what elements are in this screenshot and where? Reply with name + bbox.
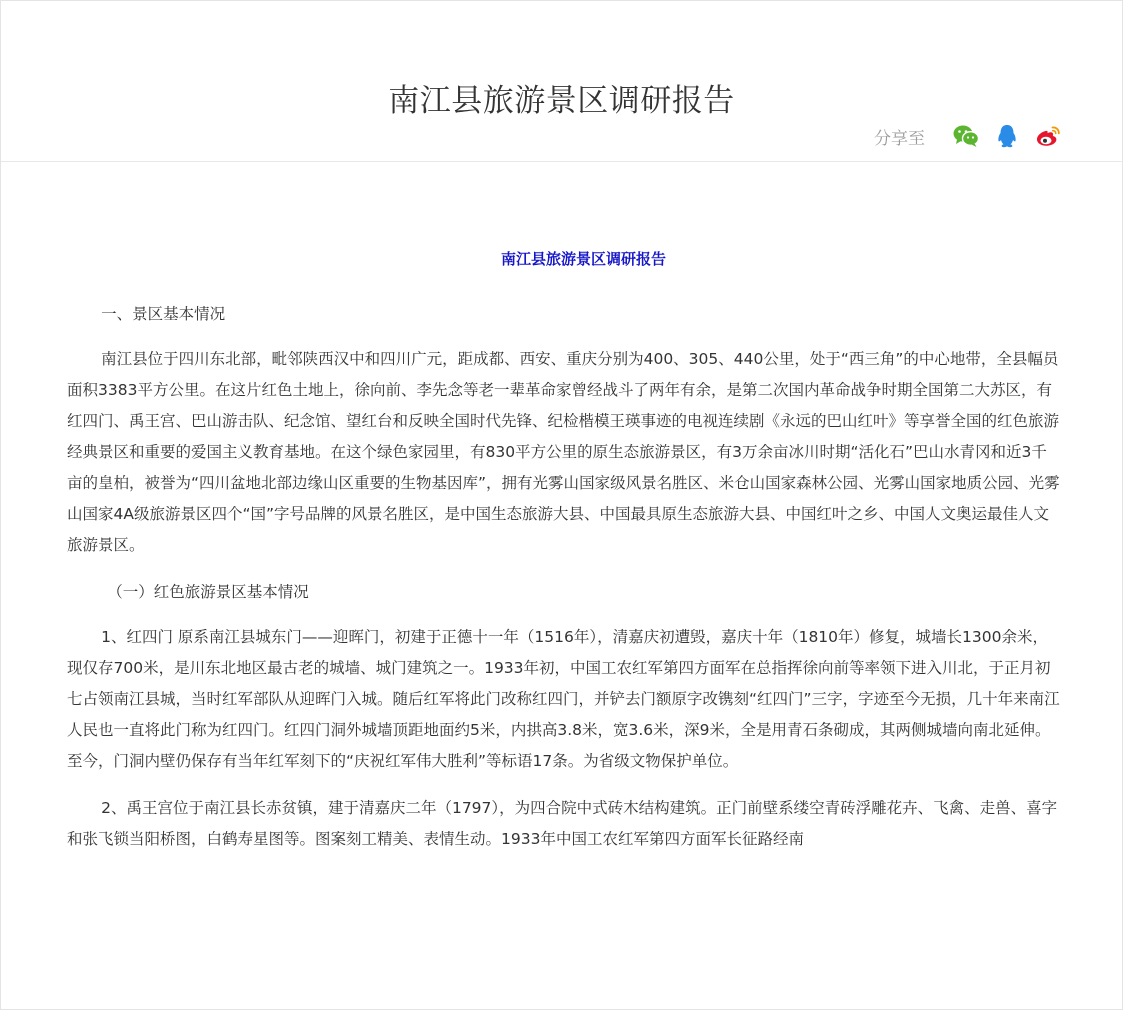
weibo-icon[interactable] [1034, 123, 1062, 149]
paragraph: 南江县位于四川东北部，毗邻陕西汉中和四川广元，距成都、西安、重庆分别为400、305、440公里，处于“西三角”的中心地带，全县幅员面积3383平方公里。在这片红色土地上，徐向前、李先念等老一辈革命家曾经战斗了两年有余，是第二次国内革命战争时期全国第二大苏区，有红四门、禹王宫、巴山游击队、纪念馆、望红台和反映全国时代先锋、纪检楷模王瑛事迹的电视连续剧《永远的巴山红叶》等享誉全国的红色旅游经典景区和重要的爱国主义教育基地。在这个绿色家园里，有830平方公里的原生态旅游景区，有3万余亩冰川时期“活化石”巴山水青冈和近3千亩的皇柏，被誉为“四川盆地北部边缘山区重要的生物基因库”，拥有光雾山国家级风景名胜区、米仓山国家森林公园、光雾山国家地质公园、光雾山国家4A级旅游景区四个“国”字号品牌的风景名胜区，是中国生态旅游大县、中国最具原生态旅游大县、中国红叶之乡、中国人文奥运最佳人文旅游景区。 [67, 350, 1060, 554]
share-label: 分享至 [874, 128, 925, 149]
article-title: 南江县旅游景区调研报告 [500, 250, 666, 268]
header [1, 1, 1122, 162]
page-title: 南江县旅游景区调研报告 [388, 82, 735, 119]
paragraph: 1、红四门 原系南江县城东门——迎晖门，初建于正德十一年（1516年），清嘉庆初遭毁，嘉庆十年（1810年）修复，城墙长1300余米，现仅存700米，是川东北地区最古老的城墙、城门建筑之一。1933年初，中国工农红军第四方面军在总指挥徐向前等率领下进入川北，于正月初七占领南江县城，当时红军部队从迎晖门入城。随后红军将此门改称红四门，并铲去门额原字改镌刻“红四门”三字，字迹至今无损，几十年来南江人民也一直将此门称为红四门。红四门洞外城墙顶距地面约5米，内拱高3.8米，宽3.6米，深9米，全是用青石条砌成，其两侧城墙向南北延伸。至今，门洞内壁仍保存有当年红军刻下的“庆祝红军伟大胜利”等标语17条。为省级文物保护单位。 [67, 628, 1060, 770]
qq-icon[interactable] [993, 123, 1021, 149]
paragraph: 2、禹王宫位于南江县长赤贫镇，建于清嘉庆二年（1797），为四合院中式砖木结构建筑。正门前壁系缕空青砖浮雕花卉、飞禽、走兽、喜字和张飞锁当阳桥图，白鹤寿星图等。图案刻工精美、表情生动。1933年中国工农红军第四方面军长征路经南 [67, 799, 1058, 848]
article-body [1, 248, 1122, 855]
wechat-icon[interactable] [952, 123, 980, 149]
subsection-heading: （一）红色旅游景区基本情况 [107, 583, 309, 601]
section-heading: 一、景区基本情况 [101, 305, 226, 323]
share-bar [874, 123, 1062, 149]
